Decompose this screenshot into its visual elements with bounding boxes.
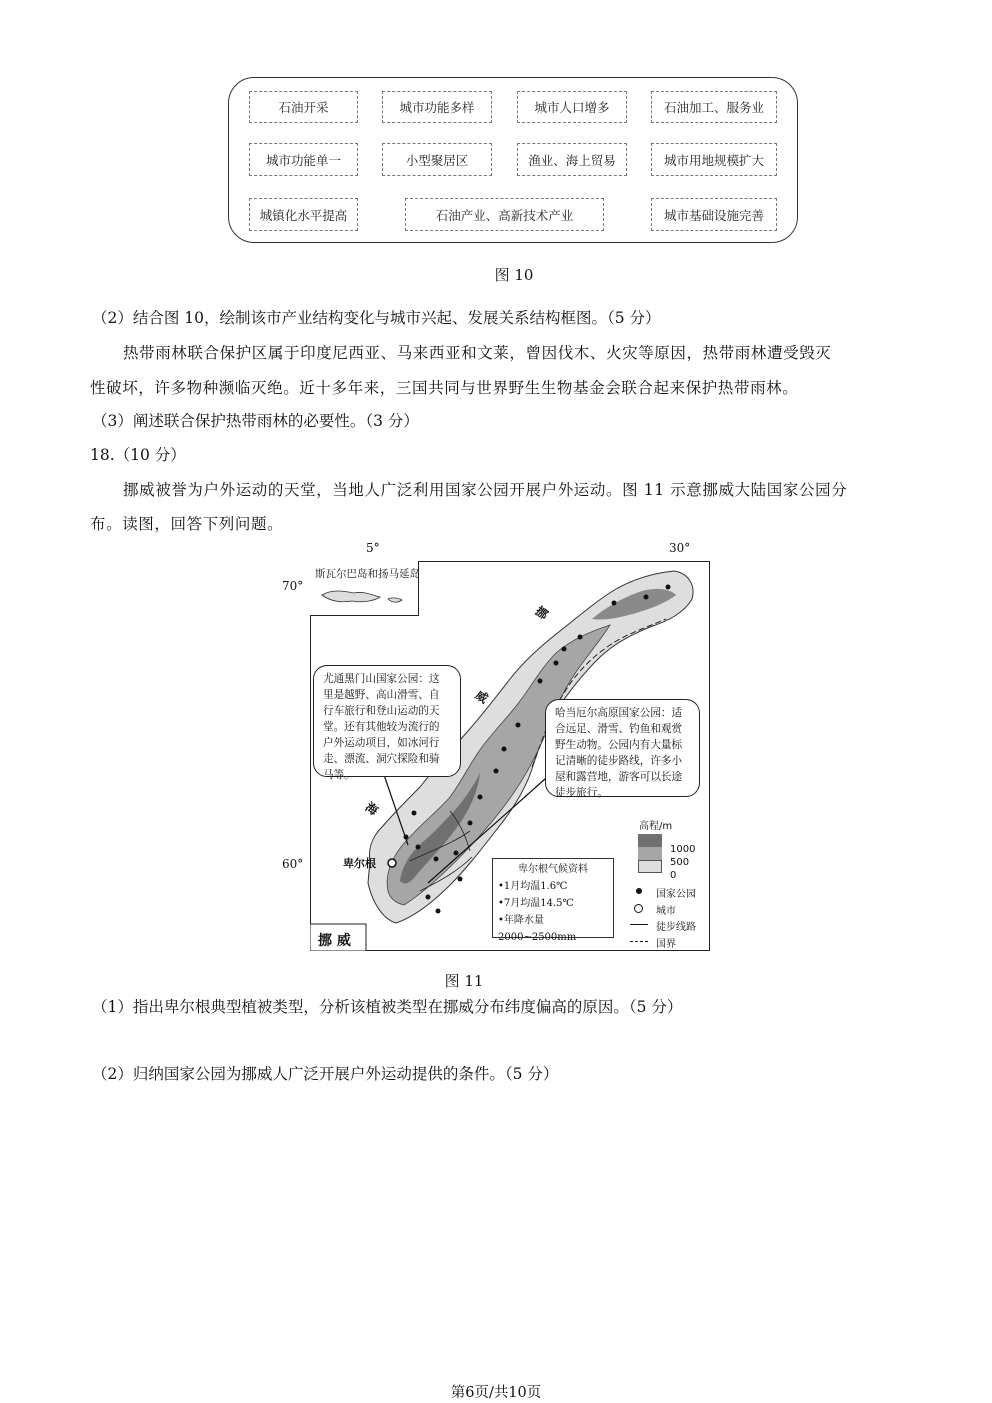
- legend-item: 城市: [656, 906, 676, 917]
- bergen-label: 卑尔根: [343, 857, 376, 870]
- legend-item: 国界: [656, 939, 676, 950]
- climate-note: [492, 858, 614, 943]
- legend-swatch-mid: [638, 847, 662, 860]
- legend-tick: 0: [670, 870, 677, 881]
- legend-trail-icon: [630, 924, 648, 925]
- legend-item: 徒步线路: [656, 922, 696, 933]
- legend-park-icon: [636, 888, 642, 894]
- legend-city-icon: [634, 904, 643, 913]
- fig10-box: 城市人口增多: [517, 91, 627, 123]
- rainforest-paragraph-line1: 热带雨林联合保护区属于印度尼西亚、马来西亚和文莱，曾因伐木、火灾等原因，热带雨林遭受毁灭: [123, 344, 832, 362]
- svalbard-inset-shape: [318, 585, 408, 609]
- fig10-caption: 图 10: [494, 266, 534, 284]
- bergen-city-marker: [388, 859, 396, 867]
- climate-line: •7月均温14.5℃: [498, 898, 574, 909]
- climate-title: 卑尔根气候资料: [518, 864, 588, 875]
- question-3: （3）阐述联合保护热带雨林的必要性。（3 分）: [92, 412, 419, 430]
- fig10-box: 石油产业、高新技术产业: [405, 198, 604, 231]
- fig10-box: 城镇化水平提高: [249, 198, 358, 231]
- lat-label: 70°: [282, 579, 304, 593]
- callout-left-line: 户外运动项目，如冰河行: [323, 737, 440, 749]
- lat-label: 60°: [282, 857, 304, 871]
- callout-left-line: 行车旅行和登山运动的天: [323, 705, 440, 717]
- question-18-number: 18.（10 分）: [90, 446, 186, 464]
- callout-left-line: 走、漂流、洞穴探险和骑: [323, 753, 440, 765]
- callout-right-line: 哈当厄尔高原国家公园：适: [555, 707, 683, 719]
- legend-title: 高程/m: [639, 821, 673, 832]
- lon-label: 30°: [669, 541, 691, 555]
- fig10-box: 石油加工、服务业: [651, 91, 777, 123]
- legend-tick: 1000: [670, 844, 696, 855]
- fig10-box: 城市基础设施完善: [651, 198, 777, 231]
- sea-label-char: 威: [472, 687, 491, 707]
- callout-left-line: 里是越野、高山滑雪、自: [323, 689, 440, 701]
- legend-border-icon: [630, 941, 648, 942]
- legend-item: 国家公园: [656, 889, 696, 900]
- callout-left-line: 马等。: [323, 769, 355, 781]
- callout-left-line: 堂。还有其他较为流行的: [323, 721, 440, 733]
- q18-intro-line1: 挪威被誉为户外运动的天堂，当地人广泛利用国家公园开展户外运动。图 11 示意挪威大陆国家公园分: [123, 481, 848, 499]
- climate-line: •1月均温1.6℃: [498, 881, 568, 892]
- callout-jotunheimen: [313, 665, 461, 781]
- fig10-box: 城市功能单一: [249, 143, 358, 176]
- fig10-box: 城市功能多样: [382, 91, 492, 123]
- fig10-box: 渔业、海上贸易: [517, 143, 627, 176]
- callout-hardangervidda: [545, 699, 700, 797]
- fig10-box: 小型聚居区: [382, 143, 492, 176]
- callout-left-line: 尤通黑门山国家公园：这: [323, 673, 440, 685]
- fig10-box: 城市用地规模扩大: [651, 143, 777, 176]
- country-label: 挪 威: [318, 933, 351, 949]
- callout-right-line: 记清晰的徒步路线，许多小: [555, 755, 683, 767]
- page-footer: 第6页/共10页: [450, 1385, 542, 1401]
- climate-line: •年降水量2000~2500mm: [498, 915, 577, 943]
- callout-right-line: 合远足、滑雪、钓鱼和观赏: [555, 723, 683, 735]
- legend-tick: 500: [670, 857, 690, 868]
- q18-intro-line2: 布。读图，回答下列问题。: [90, 515, 284, 533]
- sea-label-char: 挪: [532, 603, 551, 623]
- question-18-1: （1）指出卑尔根典型植被类型，分析该植被类型在挪威分布纬度偏高的原因。（5 分）: [92, 998, 683, 1016]
- legend-swatch-high: [638, 834, 662, 847]
- callout-right-line: 徒步旅行。: [555, 787, 608, 799]
- rainforest-paragraph-line2: 性破坏，许多物种濒临灭绝。近十多年来，三国共同与世界野生生物基金会联合起来保护热带雨林。: [90, 379, 799, 397]
- callout-right-line: 屋和露营地，游客可以长途: [555, 771, 683, 783]
- legend-swatch-low: [638, 860, 662, 873]
- fig10-box: 石油开采: [249, 91, 358, 123]
- question-18-2: （2）归纳国家公园为挪威人广泛开展户外运动提供的条件。（5 分）: [92, 1065, 559, 1083]
- lon-label: 5°: [366, 541, 380, 555]
- inset-title: 斯瓦尔巴岛和扬马延岛: [315, 568, 420, 580]
- callout-right-line: 野生动物。公园内有大量标: [555, 739, 683, 751]
- sea-label-char: 海: [362, 799, 381, 819]
- question-2: （2）结合图 10，绘制该市产业结构变化与城市兴起、发展关系结构框图。（5 分）: [92, 309, 661, 327]
- fig11-caption: 图 11: [444, 972, 484, 990]
